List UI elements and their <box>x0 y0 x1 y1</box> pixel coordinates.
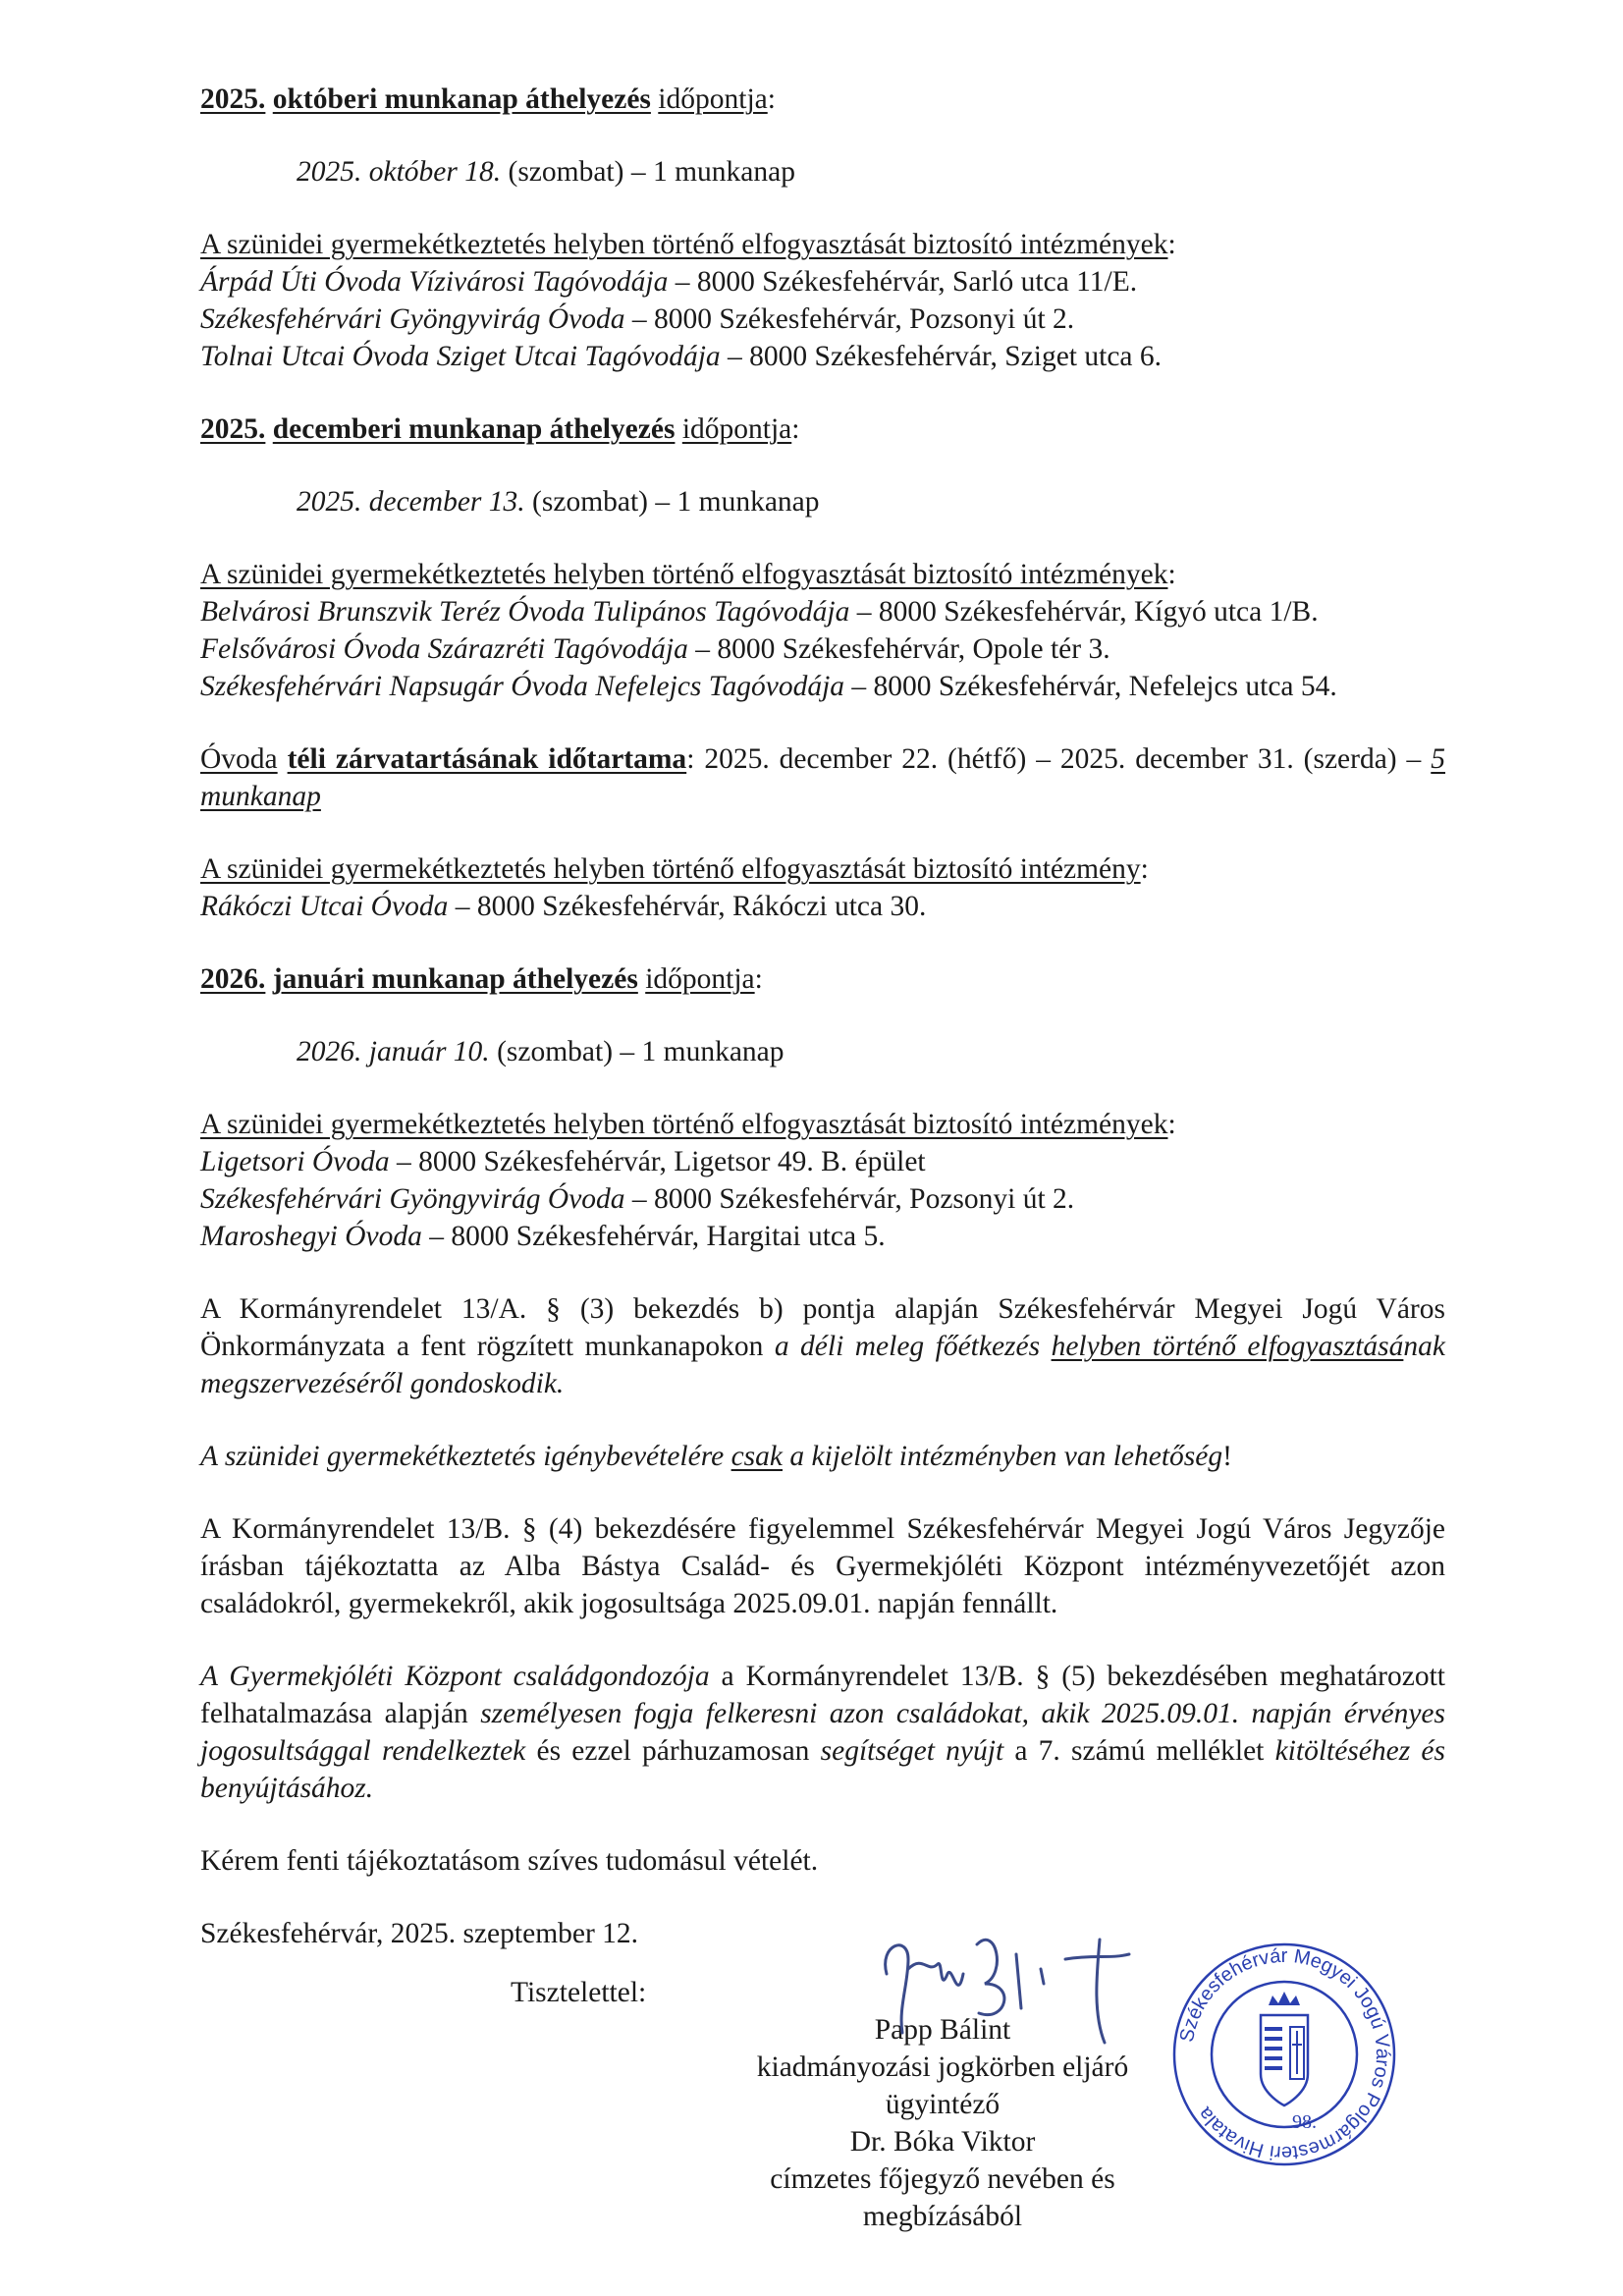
oct-year: 2025. <box>200 83 266 115</box>
jan-date-rest: (szombat) – 1 munkanap <box>489 1036 784 1067</box>
jan-date-value: 2026. január 10. <box>297 1036 490 1067</box>
dec-inst-1 <box>200 630 1445 668</box>
signer-name: Papp Bálint <box>874 2014 1011 2046</box>
jan-heading-colon: : <box>754 963 763 995</box>
official-stamp <box>1166 1937 1402 2172</box>
p1-b: a déli meleg főétkezés <box>774 1331 1052 1362</box>
p2-c: a kijelölt intézményben van lehetőség <box>783 1441 1223 1472</box>
winter-days: 5 munkanap <box>200 743 1446 812</box>
oct-date-value: 2025. október 18. <box>297 156 502 188</box>
dec-date <box>200 483 1445 520</box>
p4-c: személyesen fogja felkeresni azon családokat, akik 2025.09.01. napján érvényes jogosultsággal rendelkeztek <box>200 1698 1445 1767</box>
jan-inst-0 <box>200 1143 1445 1180</box>
dec-year: 2025. <box>200 413 266 445</box>
inst-addr: – 8000 Székesfehérvár, Rákóczi utca 30. <box>448 891 927 922</box>
greeting: Tisztelettel: <box>511 1977 647 2008</box>
oct-inst-2 <box>200 338 1445 375</box>
inst-addr: – 8000 Székesfehérvár, Opole tér 3. <box>687 633 1110 665</box>
dec-inst-intro-text: A szünidei gyermekétkeztetés helyben történő elfogyasztását biztosító intézmények <box>200 559 1168 590</box>
signer-role: kiadmányozási jogkörben eljáró <box>756 2051 1129 2083</box>
inst-name: Árpád Úti Óvoda Vízivárosi Tagóvodája <box>200 266 669 298</box>
inst-addr: – 8000 Székesfehérvár, Hargitai utca 5. <box>421 1221 886 1252</box>
p1-a: A Kormányrendelet 13/A. § (3) bekezdés b) pontja alapján Székesfehérvár Megyei Jogú Város Önkormányzata a fent rögzített munkanapokon <box>200 1293 1445 1362</box>
inst-name: Székesfehérvári Gyöngyvirág Óvoda <box>200 1183 625 1215</box>
inst-name: Maroshegyi Óvoda <box>200 1221 422 1252</box>
jan-heading <box>200 960 1445 998</box>
inst-addr: – 8000 Székesfehérvár, Kígyó utca 1/B. <box>849 596 1319 628</box>
paragraph-regulation <box>200 1290 1445 1402</box>
jan-inst-1 <box>200 1180 1445 1218</box>
oct-heading <box>200 81 1445 118</box>
dec-date-value: 2025. december 13. <box>297 486 525 518</box>
letter-body <box>200 81 1445 1952</box>
dec-inst-0 <box>200 593 1445 630</box>
stamp-text-path: Székesfehérvár Megyei Jogú Város Polgármesteri Hivatala <box>1175 1944 1394 2164</box>
p4-e: segítséget nyújt <box>820 1735 1004 1767</box>
p4-f: a 7. számú melléklet <box>1003 1735 1275 1767</box>
paragraph-caseworker <box>200 1658 1445 1807</box>
dec-inst-intro <box>200 556 1445 593</box>
oct-inst-colon: : <box>1167 229 1176 260</box>
winter-rest: : 2025. december 22. (hétfő) – 2025. december 31. (szerda) – <box>686 743 1432 775</box>
inst-name: Belvárosi Brunszvik Teréz Óvoda Tulipános Tagóvodája <box>200 596 850 628</box>
winter-inst-colon: : <box>1140 853 1149 885</box>
handwritten-signature <box>869 1915 1154 2052</box>
inst-name: Rákóczi Utcai Óvoda <box>200 891 449 922</box>
p1-c: helyben történő elfogyasztásá <box>1051 1331 1404 1362</box>
oct-inst-1 <box>200 301 1445 338</box>
inst-addr: – 8000 Székesfehérvár, Sziget utca 6. <box>720 341 1163 372</box>
chief-notary-name: Dr. Bóka Viktor <box>849 2126 1036 2158</box>
p4-d: és ezzel párhuzamosan <box>525 1735 821 1767</box>
inst-name: Tolnai Utcai Óvoda Sziget Utcai Tagóvodája <box>200 341 721 372</box>
p4-b: a Kormányrendelet 13/B. § (5) bekezdésében meghatározott felhatalmazása alapján <box>200 1661 1445 1729</box>
dec-heading-colon: : <box>791 413 800 445</box>
p4-a: A Gyermekjóléti Központ családgondozója <box>200 1661 710 1692</box>
oct-date <box>200 153 1445 191</box>
inst-addr: – 8000 Székesfehérvár, Pozsonyi út 2. <box>624 303 1075 335</box>
p1-d: nak megszervezéséről gondoskodik. <box>200 1331 1445 1399</box>
winter-closure <box>200 740 1445 815</box>
jan-inst-intro-text: A szünidei gyermekétkeztetés helyben történő elfogyasztását biztosító intézmények <box>200 1109 1168 1140</box>
chief-notary-role: címzetes főjegyző nevében és megbízásából <box>770 2163 1115 2232</box>
winter-inst-intro-text: A szünidei gyermekétkeztetés helyben történő elfogyasztását biztosító intézmény <box>200 853 1141 885</box>
signer-role-2: ügyintéző <box>885 2089 1001 2120</box>
stamp-text <box>1176 1945 1393 2163</box>
p4-g: kitöltéséhez és benyújtásához. <box>200 1735 1445 1804</box>
oct-date-rest: (szombat) – 1 munkanap <box>501 156 795 188</box>
jan-year: 2026. <box>200 963 266 995</box>
oct-heading-colon: : <box>767 83 776 115</box>
oct-inst-intro-text: A szünidei gyermekétkeztetés helyben történő elfogyasztását biztosító intézmények <box>200 229 1168 260</box>
winter-inst-intro <box>200 850 1445 888</box>
jan-inst-2 <box>200 1218 1445 1255</box>
winter-inst <box>200 888 1445 925</box>
oct-inst-intro <box>200 226 1445 263</box>
dec-heading <box>200 410 1445 448</box>
closing-request: Kérem fenti tájékoztatásom szíves tudomásul vételét. <box>200 1845 819 1877</box>
oct-heading-rest: időpontja <box>658 83 768 115</box>
jan-inst-intro <box>200 1106 1445 1143</box>
paragraph-notary: A Kormányrendelet 13/B. § (4) bekezdésére figyelemmel Székesfehérvár Megyei Jogú Város Jegyzője írásban tájékoztatta az Alba Bástya Család- és Gyermekjóléti Központ intézményvezetőjét azon családokról, gyermekekről, akik jogosultsága 2025.09.01. napján fennállt. <box>200 1513 1445 1619</box>
dec-inst-2 <box>200 668 1445 705</box>
place-date: Székesfehérvár, 2025. szeptember 12. <box>200 1918 639 1949</box>
inst-name: Ligetsori Óvoda <box>200 1146 390 1177</box>
dec-heading-bold: decemberi munkanap áthelyezés <box>272 413 676 445</box>
oct-inst-0 <box>200 263 1445 301</box>
jan-inst-colon: : <box>1167 1109 1176 1140</box>
jan-date <box>200 1033 1445 1070</box>
inst-addr: – 8000 Székesfehérvár, Nefelejcs utca 54. <box>844 671 1337 702</box>
p2-b: csak <box>730 1441 784 1472</box>
stamp-number: 98. <box>1292 2111 1317 2133</box>
dec-inst-colon: : <box>1167 559 1176 590</box>
dec-heading-rest: időpontja <box>681 413 792 445</box>
p2-d: ! <box>1222 1441 1232 1472</box>
inst-addr: – 8000 Székesfehérvár, Pozsonyi út 2. <box>624 1183 1075 1215</box>
dec-date-rest: (szombat) – 1 munkanap <box>524 486 820 518</box>
winter-lead: Óvoda <box>200 743 278 775</box>
inst-name: Székesfehérvári Gyöngyvirág Óvoda <box>200 303 625 335</box>
inst-name: Székesfehérvári Napsugár Óvoda Nefelejcs Tagóvodája <box>200 671 845 702</box>
inst-name: Felsővárosi Óvoda Szárazréti Tagóvodája <box>200 633 688 665</box>
jan-heading-bold: januári munkanap áthelyezés <box>272 963 638 995</box>
winter-bold: téli zárvatartásának időtartama <box>287 743 687 775</box>
inst-addr: – 8000 Székesfehérvár, Sarló utca 11/E. <box>668 266 1138 298</box>
inst-addr: – 8000 Székesfehérvár, Ligetsor 49. B. épület <box>389 1146 926 1177</box>
p2-a: A szünidei gyermekétkeztetés igénybevételére <box>200 1441 731 1472</box>
oct-heading-bold: októberi munkanap áthelyezés <box>272 83 651 115</box>
paragraph-only-designated <box>200 1438 1445 1475</box>
jan-heading-rest: időpontja <box>645 963 755 995</box>
